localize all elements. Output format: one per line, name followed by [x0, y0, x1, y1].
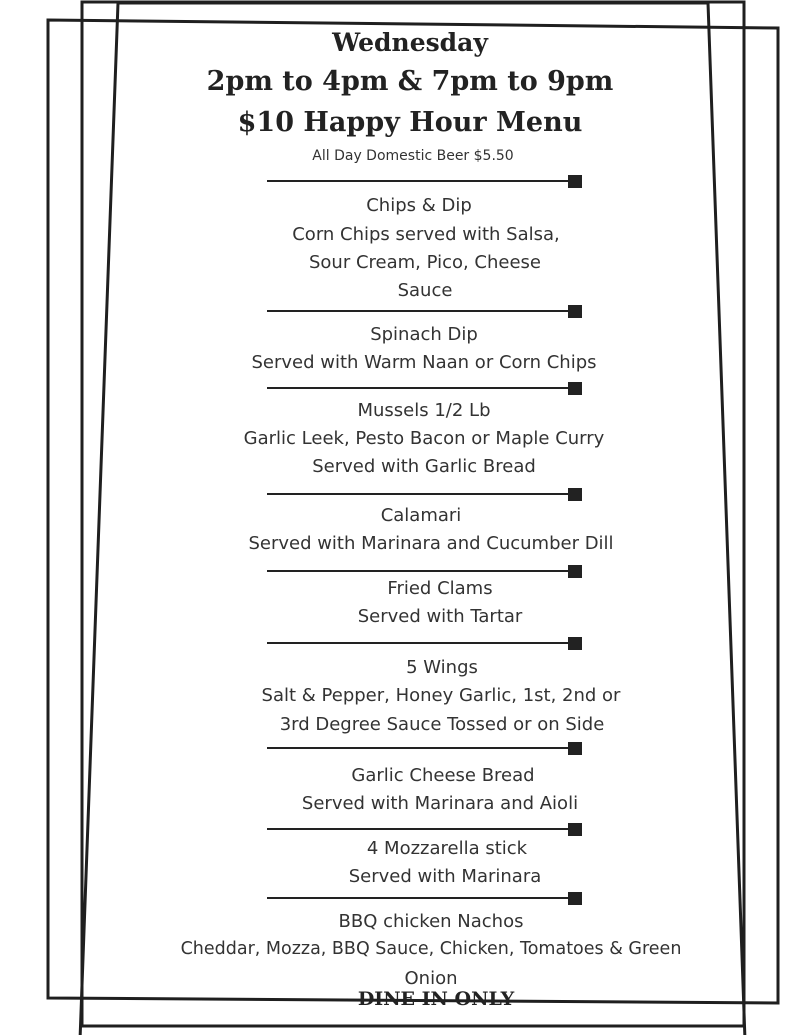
item-desc-mozzarella-1: Served with Marinara	[348, 866, 542, 887]
item-name-bbq-nachos: BBQ chicken Nachos	[338, 911, 524, 932]
menu-title: $10 Happy Hour Menu	[237, 107, 583, 138]
item-desc-mussels-2: Served with Garlic Bread	[312, 456, 536, 477]
item-name-fried-clams: Fried Clams	[387, 578, 493, 599]
divider-9	[267, 892, 582, 905]
item-desc-chips-dip-2: Sour Cream, Pico, Cheese	[308, 252, 541, 273]
divider-4	[267, 488, 582, 501]
item-desc-mussels-1: Garlic Leek, Pesto Bacon or Maple Curry	[243, 428, 605, 449]
item-name-calamari: Calamari	[380, 505, 462, 526]
divider-8	[267, 823, 582, 836]
item-desc-fried-clams-1: Served with Tartar	[357, 606, 523, 627]
divider-6	[267, 637, 582, 650]
item-desc-chips-dip-1: Corn Chips served with Salsa,	[292, 224, 560, 245]
divider-1	[267, 175, 582, 188]
beer-special: All Day Domestic Beer $5.50	[312, 148, 514, 164]
item-desc-bbq-nachos-2: Onion	[404, 968, 458, 989]
divider-3	[267, 382, 582, 395]
divider-5	[267, 565, 582, 578]
item-desc-wings-1: Salt & Pepper, Honey Garlic, 1st, 2nd or	[261, 685, 621, 706]
item-desc-garlic-cheese-bread-1: Served with Marinara and Aioli	[301, 793, 579, 814]
item-name-mussels: Mussels 1/2 Lb	[357, 400, 491, 421]
item-desc-calamari-1: Served with Marinara and Cucumber Dill	[248, 533, 614, 554]
menu-day: Wednesday	[332, 28, 488, 57]
item-desc-bbq-nachos-1: Cheddar, Mozza, BBQ Sauce, Chicken, Tomatoes & Green	[180, 939, 682, 959]
divider-7	[267, 742, 582, 755]
menu-hours: 2pm to 4pm & 7pm to 9pm	[206, 66, 614, 97]
item-desc-wings-2: 3rd Degree Sauce Tossed or on Side	[279, 714, 605, 735]
item-name-spinach-dip: Spinach Dip	[370, 324, 478, 345]
item-name-garlic-cheese-bread: Garlic Cheese Bread	[351, 765, 535, 786]
item-name-wings: 5 Wings	[406, 657, 478, 678]
item-name-chips-dip: Chips & Dip	[366, 195, 472, 216]
item-desc-spinach-dip-1: Served with Warm Naan or Corn Chips	[251, 352, 597, 373]
item-desc-chips-dip-3: Sauce	[397, 280, 453, 301]
dine-in-only-note: DINE IN ONLY	[357, 988, 515, 1010]
divider-2	[267, 305, 582, 318]
item-name-mozzarella: 4 Mozzarella stick	[366, 838, 528, 859]
